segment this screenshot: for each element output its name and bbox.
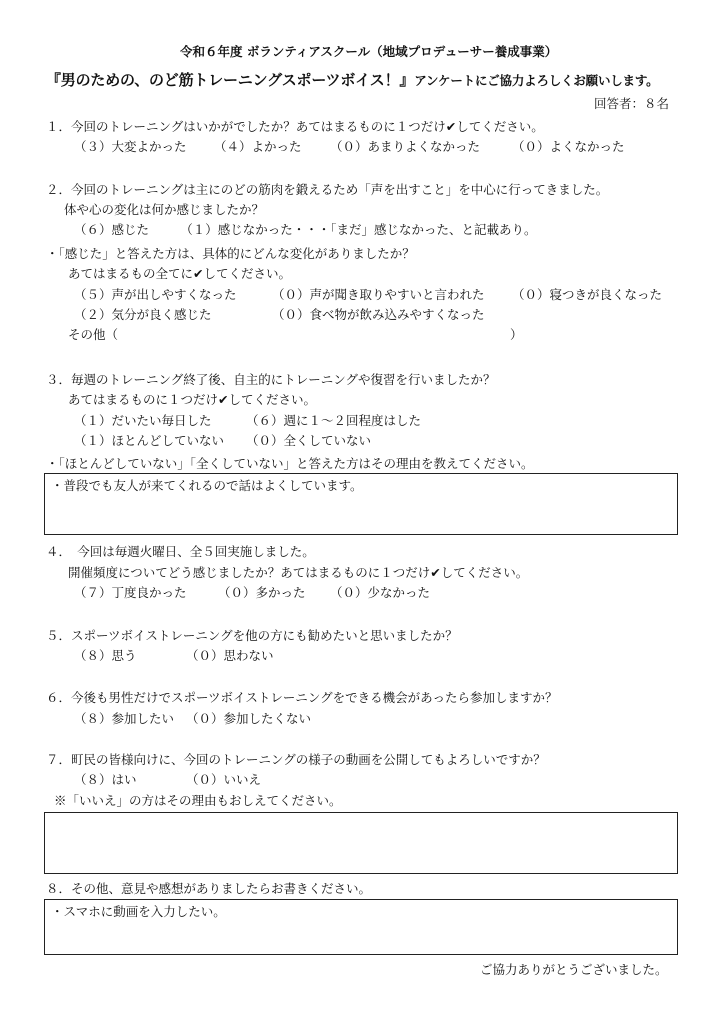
q3-question: ３．毎週のトレーニング終了後、自主的にトレーニングや復習を行いましたか？ (46, 372, 496, 387)
q2-option: （０）寝つきが良くなった (512, 287, 663, 302)
q4-option: （０）少なかった (330, 585, 431, 600)
header-program-line: 令和６年度 ボランティアスクール（地域プロデューサー養成事業） (180, 44, 558, 59)
q8-comment-text: ・スマホに動画を入力したい。 (51, 904, 226, 919)
q4-option: （０）多かった (218, 585, 306, 600)
q6-option: （８）参加したい (74, 711, 175, 726)
survey-title-main: 『男のための、のど筋トレーニングスポーツボイス！』 (46, 71, 415, 89)
q7-question: ７．町民の皆様向けに、今回のトレーニングの様子の動画を公開してもよろしいですか？ (46, 752, 546, 767)
q7-reason-box (44, 812, 678, 874)
q1-option: （０）よくなかった (512, 139, 625, 154)
q3-option: （１）ほとんどしていない (74, 433, 225, 448)
q5-question: ５．スポーツボイストレーニングを他の方にも勧めたいと思いましたか？ (46, 628, 458, 643)
q2-option: （０）食べ物が飲み込みやすくなった (272, 307, 485, 322)
q2-option: （２）気分が良く感じた (74, 307, 212, 322)
q8-comment-box (44, 899, 678, 955)
q1-option: （０）あまりよくなかった (330, 139, 481, 154)
q6-option: （０）参加したくない (186, 711, 312, 726)
q8-question: ８．その他、意見や感想がありましたらお書きください。 (46, 881, 372, 896)
q4-question: ４． 今回は毎週火曜日、全５回実施しました。 (46, 544, 315, 559)
q5-option: （０）思わない (186, 648, 274, 663)
q2-option: （５）声が出しやすくなった (74, 287, 237, 302)
q3-reason-box (44, 473, 678, 535)
q1-option: （３）大変よかった (74, 139, 187, 154)
q2-question-line2: 体や心の変化は何か感じましたか？ (64, 202, 265, 217)
footer-thanks: ご協力ありがとうございました。 (480, 962, 668, 977)
q2-sub-instruction: あてはまるもの全てに✔してください。 (68, 266, 291, 281)
q3-instruction: あてはまるものに１つだけ✔してください。 (68, 392, 316, 407)
survey-title (46, 70, 658, 91)
q7-note: ※「いいえ」の方はその理由もおしえてください。 (54, 793, 342, 808)
q3-reason-text: ・普段でも友人が来てくれるので話はよくしています。 (51, 478, 363, 493)
respondent-count: 回答者：８名 (594, 96, 670, 111)
q6-question: ６．今後も男性だけでスポーツボイストレーニングをできる機会があったら参加しますか？ (46, 690, 558, 705)
q2-question: ２．今回のトレーニングは主にのどの筋肉を鍛えるため「声を出すこと」を中心に行ってきました。 (46, 182, 609, 197)
q7-option: （０）いいえ (186, 772, 262, 787)
q2-other-label: その他（ (68, 327, 119, 342)
q2-other-close: ） (510, 327, 523, 342)
q3-option: （６）週に１～２回程度はした (246, 413, 422, 428)
q1-option: （４）よかった (214, 139, 302, 154)
q3-option: （１）だいたい毎日した (74, 413, 212, 428)
q5-option: （８）思う (74, 648, 137, 663)
q1-question: １．今回のトレーニングはいかがでしたか？あてはまるものに１つだけ✔してください。 (46, 119, 544, 134)
q3-sub-question: ・「ほとんどしていない」「全くしていない」と答えた方はその理由を教えてください。 (46, 456, 534, 471)
q2-option: （０）声が聞き取りやすいと言われた (272, 287, 485, 302)
q2-answer: （６）感じた （１）感じなかった・・・「まだ」感じなかった、と記載あり。 (74, 222, 537, 237)
q4-option: （７）丁度良かった (74, 585, 187, 600)
q4-question-line2: 開催頻度についてどう感じましたか？あてはまるものに１つだけ✔してください。 (68, 565, 529, 580)
q2-sub-question: ・「感じた」と答えた方は、具体的にどんな変化がありましたか？ (46, 246, 415, 261)
survey-title-tail: アンケートにご協力よろしくお願いします。 (414, 73, 659, 88)
q3-option: （０）全くしていない (246, 433, 372, 448)
q7-option: （８）はい (74, 772, 137, 787)
